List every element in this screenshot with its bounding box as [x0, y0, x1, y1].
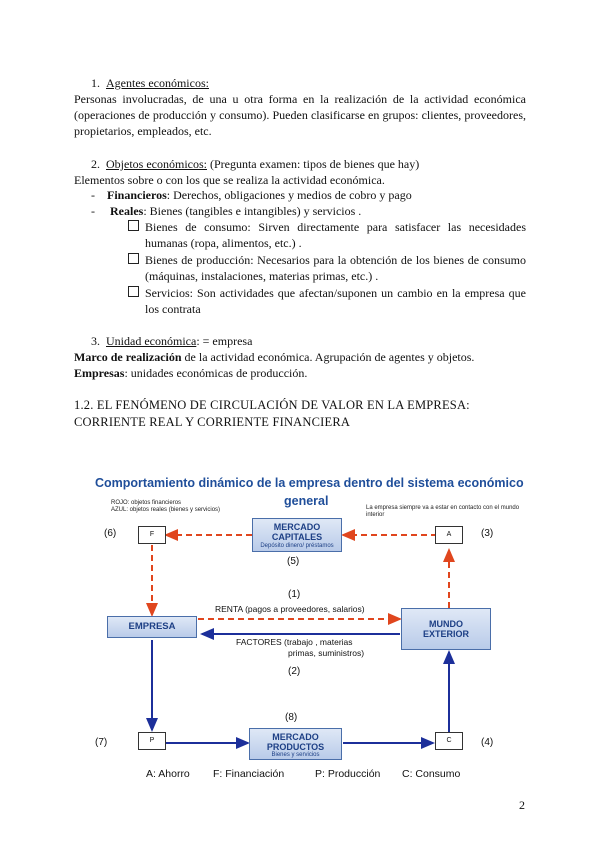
key-ahorro: A: Ahorro: [146, 768, 190, 780]
mercado-productos-sub: Bienes y servicios: [271, 752, 320, 758]
legend-red: ROJO: objetos financieros: [111, 500, 182, 506]
page-number: 2: [519, 798, 525, 812]
box-p: P: [138, 732, 166, 750]
bullet-financieros: - Financieros: Derechos, obligaciones y medios de cobro y pago: [91, 188, 412, 202]
label-2: (2): [288, 666, 301, 677]
section-heading-1-2-line2: CORRIENTE REAL Y CORRIENTE FINANCIERA: [74, 415, 351, 429]
section1-title: Agentes económicos:: [106, 76, 209, 90]
label-7: (7): [95, 737, 108, 748]
section3-marco: Marco de realización de la actividad económica. Agrupación de agentes y objetos.: [74, 350, 475, 364]
section1-text: Personas involucradas, de una u otra forma en la realización de la actividad económica (operaciones de producción y consumo). Pueden clasificarse en grupos: clientes, proveedores, propietarios, empleados, etc.: [74, 92, 526, 139]
diagram-title-general: general: [284, 494, 329, 508]
subitem-servicios: Servicios: Son actividades que afectan/suponen un cambio en la empresa que los contrata: [145, 286, 526, 317]
label-4: (4): [481, 737, 494, 748]
section2-title: Objetos económicos:: [106, 157, 207, 171]
diagram-note: La empresa siempre va a estar en contacto con el mundo interior: [366, 505, 520, 518]
mercado-productos-box: MERCADO PRODUCTOS Bienes y servicios: [249, 728, 342, 760]
subitem-bienes-produccion: Bienes de producción: Necesarios para la obtención de los bienes de consumo (máquinas, instalaciones, materias primas, etc.) .: [145, 253, 526, 284]
section-heading-1-2-line1: 1.2. EL FENÓMENO DE CIRCULACIÓN DE VALOR EN LA EMPRESA:: [74, 398, 470, 412]
label-renta: RENTA (pagos a proveedores, salarios): [215, 604, 365, 614]
key-produccion: P: Producción: [315, 768, 381, 780]
label-1: (1): [288, 589, 301, 600]
section3-empresas: Empresas: unidades económicas de producción.: [74, 366, 308, 380]
section1-heading: 1. Agentes económicos:: [91, 76, 209, 90]
box-c: C: [435, 732, 463, 750]
label-6: (6): [104, 528, 117, 539]
box-a: A: [435, 526, 463, 544]
legend-blue: AZUL: objetos reales (bienes y servicios): [111, 507, 221, 513]
section3-heading: 3. Unidad económica: = empresa: [91, 334, 253, 348]
label-3: (3): [481, 528, 494, 539]
section2-heading: 2. Objetos económicos: (Pregunta examen: tipos de bienes que hay): [91, 157, 420, 171]
label-factores-2: primas, suministros): [288, 648, 365, 658]
diagram-title: Comportamiento dinámico de la empresa dentro del sistema económico: [95, 476, 524, 490]
key-financiacion: F: Financiación: [213, 768, 285, 780]
section2-note: (Pregunta examen: tipos de bienes que hay): [209, 157, 420, 171]
label-5: (5): [287, 556, 300, 567]
box-f: F: [138, 526, 166, 544]
empresa-box: EMPRESA: [107, 616, 197, 638]
subitem-bienes-consumo: Bienes de consumo: Sirven directamente para satisfacer las necesidades humanas (ropa, alimentos, etc.) .: [145, 220, 526, 251]
section3-title: Unidad económica: [106, 334, 197, 348]
bullet-reales: - Reales: Bienes (tangibles e intangibles) y servicios .: [91, 204, 362, 218]
section2-intro: Elementos sobre o con los que se realiza la actividad económica.: [74, 173, 385, 187]
mercado-capitales-box: MERCADO CAPITALES Depósito dinero/ préstamos: [252, 518, 342, 552]
label-8: (8): [285, 712, 298, 723]
mundo-exterior-box: MUNDO EXTERIOR: [401, 608, 491, 650]
mercado-capitales-sub: Depósito dinero/ préstamos: [260, 543, 334, 549]
label-factores-1: FACTORES (trabajo , materias: [236, 637, 353, 647]
key-consumo: C: Consumo: [402, 768, 461, 780]
